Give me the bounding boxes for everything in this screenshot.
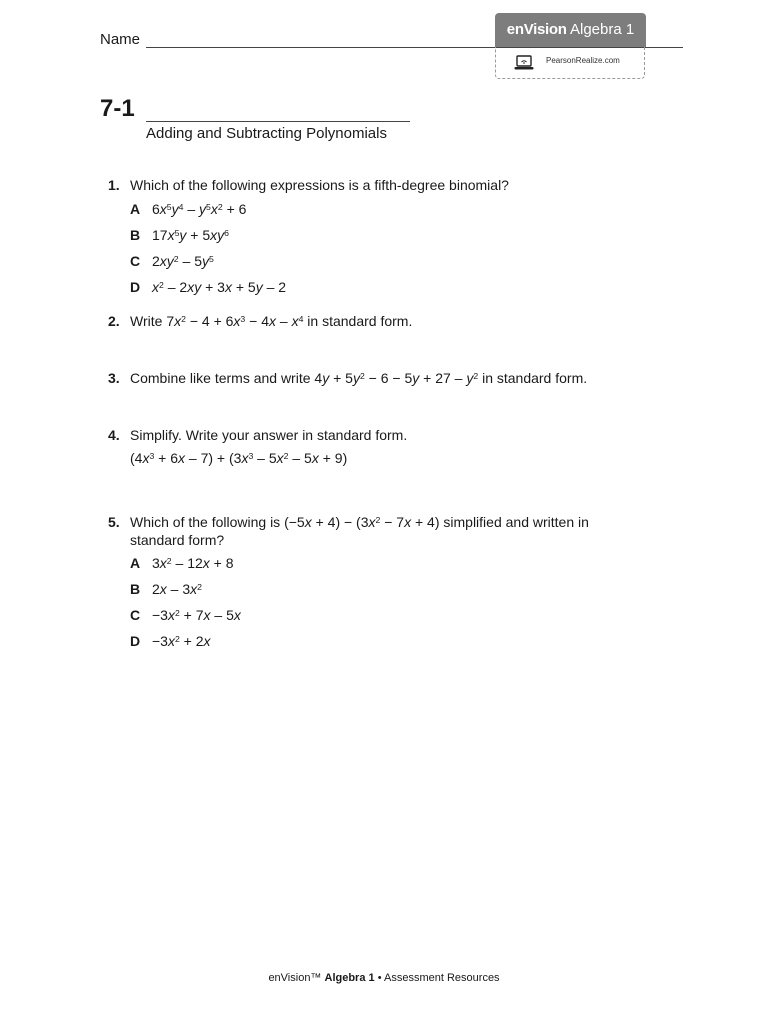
option-letter: C [130, 607, 141, 623]
question-number: 2. [108, 313, 120, 329]
q5-option-c[interactable] [130, 606, 241, 624]
question-number: 1. [108, 177, 120, 193]
name-label: Name [100, 31, 141, 48]
option-expression: $17x^5y + 5xy^6$ [152, 227, 229, 243]
option-letter: B [130, 581, 141, 597]
q1-option-b[interactable] [130, 226, 229, 244]
q5-option-d[interactable] [130, 632, 211, 650]
q1-option-c[interactable] [130, 252, 214, 270]
q4-expression: $(4x^3 + 6x - 7) + (3x^3 - 5x^2 - 5x + 9)$ [130, 450, 348, 466]
question-1 [108, 176, 509, 194]
option-letter: D [130, 279, 141, 295]
question-prompt-line2: standard form? [130, 532, 225, 548]
q5-option-b[interactable] [130, 580, 202, 598]
question-prompt: Write $7x^2 - 4 + 6x^3 - 4x - x^4$ in standard form. [130, 313, 413, 329]
option-expression: $6x^5y^4 - y^5x^2 + 6$ [152, 201, 247, 217]
question-prompt: Which of the following expressions is a fifth-degree binomial? [130, 177, 509, 193]
question-number: 4. [108, 427, 120, 443]
footer-resource: Assessment Resources [384, 972, 500, 984]
question-2 [108, 312, 413, 330]
option-expression: $-3x^2 + 2x$ [152, 633, 211, 649]
question-prompt: Simplify. Write your answer in standard form. [130, 427, 408, 443]
lesson-title: Adding and Subtracting Polynomials [146, 125, 387, 142]
question-4 [108, 426, 408, 444]
question-prompt: Which of the following is $(-5x + 4) - (3x^2 - 7x + 4)$ simplified and written in [130, 514, 589, 530]
option-expression: $3x^2 - 12x + 8$ [152, 555, 234, 571]
brand-banner [495, 13, 646, 47]
page-footer [0, 972, 768, 984]
lesson-number: 7-1 [100, 95, 135, 122]
option-letter: D [130, 633, 141, 649]
option-letter: A [130, 201, 141, 217]
option-expression: $2x - 3x^2$ [152, 581, 202, 597]
question-prompt: Combine like terms and write $4y + 5y^2 - 6 - 5y + 27 - y^2$ in standard form. [130, 370, 588, 386]
option-expression: $-3x^2 + 7x - 5x$ [152, 607, 241, 623]
brand-course: Algebra 1 [569, 21, 635, 38]
footer-separator: • [377, 972, 382, 984]
footer-course: Algebra 1 [324, 972, 375, 984]
brand-url: PearsonRealize.com [546, 56, 620, 65]
brand-name: enVision [506, 21, 567, 38]
question-number: 3. [108, 370, 120, 386]
q5-option-a[interactable] [130, 554, 234, 572]
option-expression: $2xy^2 - 5y^5$ [152, 253, 214, 269]
option-letter: B [130, 227, 141, 243]
q1-option-d[interactable] [130, 278, 287, 296]
question-5 [108, 513, 589, 531]
footer-brand: enVision™ [268, 972, 322, 984]
question-3 [108, 369, 588, 387]
lesson-title-underline [146, 121, 410, 122]
option-expression: $x^2 - 2xy + 3x + 5y - 2$ [152, 279, 287, 295]
option-letter: A [130, 555, 141, 571]
laptop-icon [514, 55, 534, 71]
q1-option-a[interactable] [130, 200, 247, 218]
option-letter: C [130, 253, 141, 269]
question-number: 5. [108, 514, 120, 530]
